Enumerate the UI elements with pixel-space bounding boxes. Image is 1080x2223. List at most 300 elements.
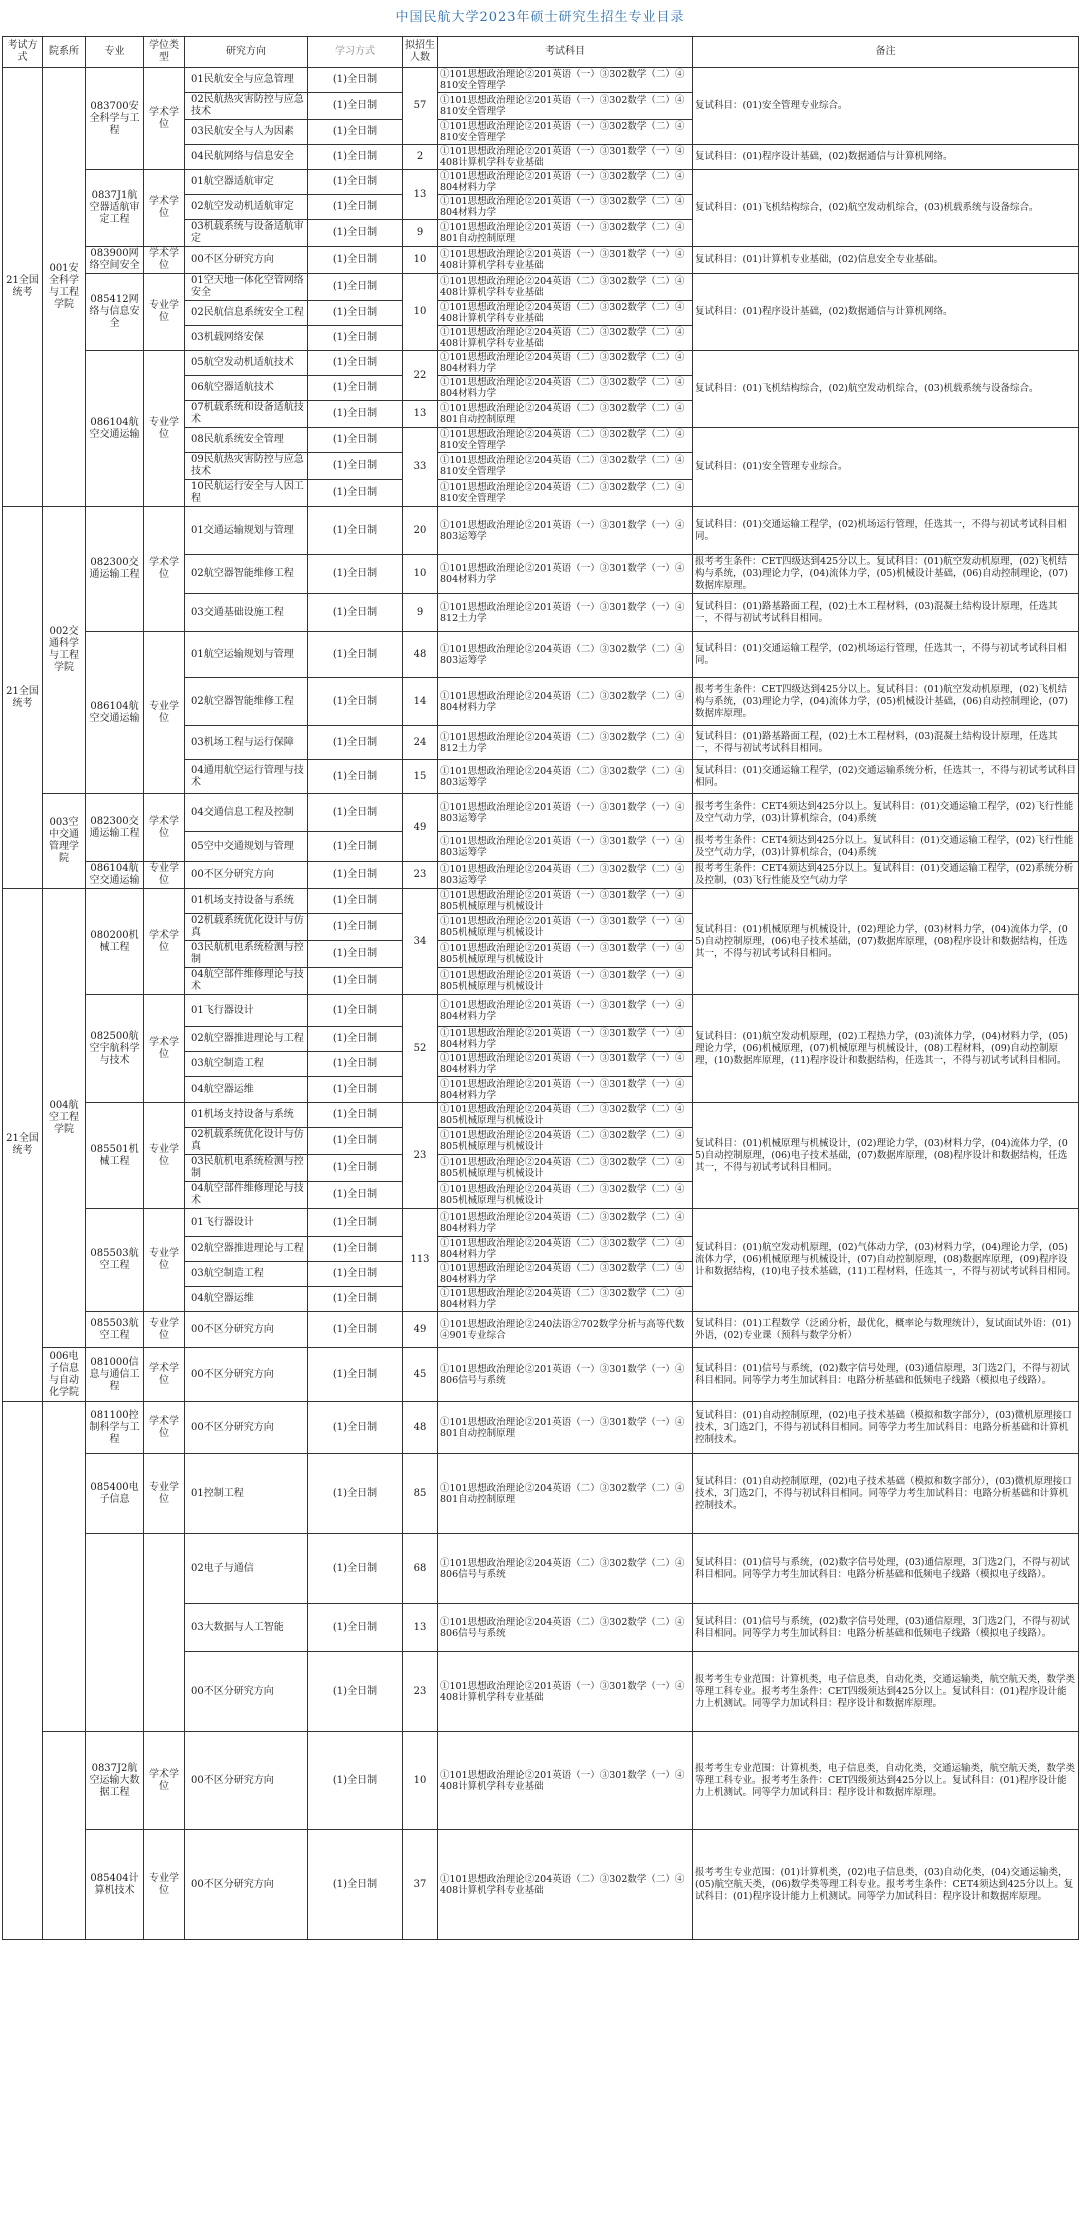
study-mode-cell: (1)全日制 (308, 247, 403, 274)
research-direction-cell: 06航空器适航技术 (185, 376, 308, 401)
enrollment-cell: 14 (403, 678, 438, 726)
study-mode-cell: (1)全日制 (308, 326, 403, 351)
study-mode-cell: (1)全日制 (308, 862, 403, 889)
remarks-cell: 复试科目：(01)信号与系统，(02)数字信号处理，(03)通信原理，3门选2门，不得与初试科目相同。同等学力考生加试科目：电路分析基础和低频电子线路（模拟电子线路）。 (693, 1534, 1079, 1604)
exam-subjects-cell: ①101思想政治理论②201英语（一）③301数学（一）④408计算机学科专业基础 (438, 247, 693, 274)
department-cell (43, 1402, 86, 1732)
department-cell: 002交通科学与工程学院 (43, 507, 86, 794)
exam-subjects-cell: ①101思想政治理论②204英语（二）③302数学（二）④803运筹学 (438, 760, 693, 794)
department-cell: 004航空工程学院 (43, 889, 86, 1348)
header-department: 院系所 (43, 37, 86, 68)
research-direction-cell: 01民航安全与应急管理 (185, 68, 308, 93)
research-direction-cell: 04民航网络与信息安全 (185, 145, 308, 170)
research-direction-cell: 02机载系统优化设计与仿真 (185, 1128, 308, 1155)
header-remarks: 备注 (693, 37, 1079, 68)
exam-subjects-cell: ①101思想政治理论②201英语（一）③302数学（二）④804材料力学 (438, 195, 693, 220)
exam-subjects-cell: ①101思想政治理论②201英语（一）③301数学（一）④804材料力学 (438, 995, 693, 1027)
major-cell: 081100控制科学与工程 (86, 1402, 144, 1454)
research-direction-cell: 07机载系统和设备适航技术 (185, 401, 308, 428)
remarks-cell: 复试科目：(01)信号与系统，(02)数字信号处理，(03)通信原理，3门选2门，不得与初试科目相同。同等学力考生加试科目：电路分析基础和低频电子线路（模拟电子线路）。 (693, 1604, 1079, 1652)
exam-subjects-cell: ①101思想政治理论②201英语（一）③301数学（一）④801自动控制原理 (438, 1402, 693, 1454)
research-direction-cell: 00不区分研究方向 (185, 1402, 308, 1454)
study-mode-cell: (1)全日制 (308, 760, 403, 794)
research-direction-cell: 00不区分研究方向 (185, 247, 308, 274)
remarks-cell: 复试科目：(01)自动控制原理，(02)电子技术基础（模拟和数字部分），(03)微机原理接口技术，3门选2门，不得与初试科目相同。同等学力考生加试科目：电路分析基础和计算机控制技术。 (693, 1402, 1079, 1454)
research-direction-cell: 01飞行器设计 (185, 1209, 308, 1237)
major-cell: 081000信息与通信工程 (86, 1348, 144, 1402)
exam-subjects-cell: ①101思想政治理论②204英语（二）③302数学（二）④812土力学 (438, 726, 693, 760)
research-direction-cell: 01机场支持设备与系统 (185, 1103, 308, 1128)
study-mode-cell: (1)全日制 (308, 401, 403, 428)
enrollment-cell: 113 (403, 1209, 438, 1312)
remarks-cell: 报考考生专业范围：(01)计算机类，(02)电子信息类，(03)自动化类，(04)交通运输类，(05)航空航天类，(06)数学类等理工科专业。报考考生条件：CET4须达到425分以上。复试科目：(01)程序设计能力上机测试。同等学力加试科目：程序设计和数据库原理。 (693, 1830, 1079, 1940)
table-row (3, 351, 1079, 376)
research-direction-cell: 03民航机电系统检测与控制 (185, 941, 308, 968)
exam-subjects-cell: ①101思想政治理论②201英语（一）③301数学（一）④805机械原理与机械设计 (438, 914, 693, 941)
research-direction-cell: 03机载系统与设备适航审定 (185, 220, 308, 247)
study-mode-cell: (1)全日制 (308, 1077, 403, 1103)
research-direction-cell: 04航空器运维 (185, 1287, 308, 1312)
study-mode-cell: (1)全日制 (308, 220, 403, 247)
exam-subjects-cell: ①101思想政治理论②201英语（一）③301数学（一）④804材料力学 (438, 555, 693, 594)
research-direction-cell: 01空天地一体化空管网络安全 (185, 274, 308, 301)
study-mode-cell: (1)全日制 (308, 93, 403, 120)
research-direction-cell: 03民航安全与人为因素 (185, 120, 308, 145)
exam-subjects-cell: ①101思想政治理论②201英语（一）③301数学（一）④806信号与系统 (438, 1348, 693, 1402)
enrollment-cell: 37 (403, 1830, 438, 1940)
study-mode-cell: (1)全日制 (308, 351, 403, 376)
exam-subjects-cell: ①101思想政治理论②204英语（二）③302数学（二）④804材料力学 (438, 1262, 693, 1287)
degree-type-cell: 学术学位 (144, 1732, 185, 1830)
exam-subjects-cell: ①101思想政治理论②201英语（一）③302数学（二）④810安全管理学 (438, 93, 693, 120)
remarks-cell: 复试科目：(01)交通运输工程学，(02)机场运行管理，任选其一，不得与初试考试科目相同。 (693, 507, 1079, 555)
study-mode-cell: (1)全日制 (308, 1052, 403, 1077)
major-cell: 083700安全科学与工程 (86, 68, 144, 170)
exam-subjects-cell: ①101思想政治理论②240法语②702数学分析与高等代数④901专业综合 (438, 1312, 693, 1348)
major-cell: 086104航空交通运输 (86, 632, 144, 794)
enrollment-cell: 13 (403, 170, 438, 220)
study-mode-cell: (1)全日制 (308, 914, 403, 941)
exam-subjects-cell: ①101思想政治理论②204英语（二）③302数学（二）④805机械原理与机械设计 (438, 1103, 693, 1128)
degree-type-cell (144, 1534, 185, 1732)
research-direction-cell: 02航空器智能维修工程 (185, 678, 308, 726)
enrollment-cell: 85 (403, 1454, 438, 1534)
table-row (3, 247, 1079, 274)
enrollment-cell: 22 (403, 351, 438, 401)
research-direction-cell: 01交通运输规划与管理 (185, 507, 308, 555)
header-row (3, 37, 1079, 68)
study-mode-cell: (1)全日制 (308, 1103, 403, 1128)
remarks-cell: 报考考生条件：CET四级达到425分以上。复试科目：(01)航空发动机原理，(02)飞机结构与系统，(03)理论力学，(04)流体力学，(05)机械设计基础，(06)自动控制理论，(07)数据库原理。 (693, 678, 1079, 726)
table-row (3, 889, 1079, 914)
enrollment-cell: 57 (403, 68, 438, 145)
study-mode-cell: (1)全日制 (308, 376, 403, 401)
remarks-cell: 复试科目：(01)机械原理与机械设计，(02)理论力学，(03)材料力学，(04)流体力学，(05)自动控制原理，(06)电子技术基础，(07)数据库原理，(08)程序设计和数据结构，任选其一，不得与初试考试科目相同。 (693, 1103, 1079, 1209)
major-cell: 082300交通运输工程 (86, 794, 144, 862)
degree-type-cell: 专业学位 (144, 1312, 185, 1348)
remarks-cell: 复试科目：(01)交通运输工程学，(02)机场运行管理，任选其一，不得与初试考试科目相同。 (693, 632, 1079, 678)
exam-subjects-cell: ①101思想政治理论②204英语（二）③302数学（二）④804材料力学 (438, 351, 693, 376)
major-cell: 085400电子信息 (86, 1454, 144, 1534)
remarks-cell: 复试科目：(01)安全管理专业综合。 (693, 68, 1079, 145)
major-cell: 085503航空工程 (86, 1209, 144, 1312)
degree-type-cell: 学术学位 (144, 507, 185, 632)
degree-type-cell: 学术学位 (144, 247, 185, 274)
degree-type-cell: 学术学位 (144, 889, 185, 995)
research-direction-cell: 03航空制造工程 (185, 1262, 308, 1287)
research-direction-cell: 00不区分研究方向 (185, 1312, 308, 1348)
enrollment-cell: 49 (403, 794, 438, 862)
degree-type-cell: 专业学位 (144, 1209, 185, 1312)
header-study-mode: 学习方式 (308, 37, 403, 68)
enrollment-cell: 10 (403, 274, 438, 351)
study-mode-cell: (1)全日制 (308, 995, 403, 1027)
research-direction-cell: 00不区分研究方向 (185, 1830, 308, 1940)
research-direction-cell: 03交通基础设施工程 (185, 594, 308, 632)
study-mode-cell: (1)全日制 (308, 507, 403, 555)
table-row (3, 274, 1079, 301)
enrollment-cell: 68 (403, 1534, 438, 1604)
exam-subjects-cell: ①101思想政治理论②204英语（二）③302数学（二）④803运筹学 (438, 862, 693, 889)
research-direction-cell: 10民航运行安全与人因工程 (185, 480, 308, 507)
enrollment-cell: 49 (403, 1312, 438, 1348)
research-direction-cell: 00不区分研究方向 (185, 1652, 308, 1732)
degree-type-cell: 专业学位 (144, 1454, 185, 1534)
research-direction-cell: 00不区分研究方向 (185, 1732, 308, 1830)
remarks-cell: 复试科目：(01)程序设计基础，(02)数据通信与计算机网络。 (693, 145, 1079, 170)
exam-subjects-cell: ①101思想政治理论②204英语（二）③302数学（二）④810安全管理学 (438, 480, 693, 507)
exam-subjects-cell: ①101思想政治理论②201英语（一）③301数学（一）④805机械原理与机械设计 (438, 968, 693, 995)
remarks-cell: 复试科目：(01)飞机结构综合，(02)航空发动机综合，(03)机载系统与设备综合。 (693, 170, 1079, 247)
remarks-cell: 报考考生专业范围：计算机类，电子信息类，自动化类，交通运输类，航空航天类，数学类等理工科专业。报考考生条件：CET四级须达到425分以上。复试科目：(01)程序设计能力上机测试。同等学力加试科目：程序设计和数据库原理。 (693, 1652, 1079, 1732)
study-mode-cell: (1)全日制 (308, 1454, 403, 1534)
research-direction-cell: 03机载网络安保 (185, 326, 308, 351)
exam-subjects-cell: ①101思想政治理论②201英语（一）③301数学（一）④803运筹学 (438, 794, 693, 832)
exam-subjects-cell: ①101思想政治理论②201英语（一）③301数学（一）④803运筹学 (438, 832, 693, 862)
degree-type-cell: 专业学位 (144, 632, 185, 794)
remarks-cell: 复试科目：(01)路基路面工程，(02)土木工程材料，(03)混凝土结构设计原理，任选其一，不得与初试考试科目相同。 (693, 726, 1079, 760)
major-cell: 085501机械工程 (86, 1103, 144, 1209)
enrollment-cell: 52 (403, 995, 438, 1103)
exam-subjects-cell: ①101思想政治理论②201英语（一）③302数学（二）④801自动控制原理 (438, 220, 693, 247)
study-mode-cell: (1)全日制 (308, 274, 403, 301)
research-direction-cell: 03航空制造工程 (185, 1052, 308, 1077)
table-row (3, 1312, 1079, 1348)
remarks-cell: 复试科目：(01)航空发动机原理，(02)工程热力学，(03)流体力学，(04)材料力学，(05)理论力学，(06)机械原理，(07)机械原理与机械设计，(08)工程材料，(09)自动控制原理，(10)数据库原理，(11)程序设计和数据结构，任选其一，不得与初试考试科目相同。 (693, 995, 1079, 1103)
research-direction-cell: 01机场支持设备与系统 (185, 889, 308, 914)
major-cell: 086104航空交通运输 (86, 862, 144, 889)
study-mode-cell: (1)全日制 (308, 145, 403, 170)
enrollment-cell: 15 (403, 760, 438, 794)
study-mode-cell: (1)全日制 (308, 68, 403, 93)
exam-subjects-cell: ①101思想政治理论②204英语（二）③302数学（二）④810安全管理学 (438, 428, 693, 453)
exam-subjects-cell: ①101思想政治理论②204英语（二）③302数学（二）④801自动控制原理 (438, 401, 693, 428)
exam-subjects-cell: ①101思想政治理论②204英语（二）③302数学（二）④804材料力学 (438, 678, 693, 726)
study-mode-cell: (1)全日制 (308, 726, 403, 760)
study-mode-cell: (1)全日制 (308, 1732, 403, 1830)
study-mode-cell: (1)全日制 (308, 1155, 403, 1182)
exam-subjects-cell: ①101思想政治理论②204英语（二）③302数学（二）④801自动控制原理 (438, 1454, 693, 1534)
remarks-cell: 复试科目：(01)计算机专业基础，(02)信息安全专业基础。 (693, 247, 1079, 274)
research-direction-cell: 02航空器智能维修工程 (185, 555, 308, 594)
header-major: 专业 (86, 37, 144, 68)
enrollment-cell: 20 (403, 507, 438, 555)
exam-subjects-cell: ①101思想政治理论②201英语（一）③301数学（一）④805机械原理与机械设计 (438, 941, 693, 968)
study-mode-cell: (1)全日制 (308, 794, 403, 832)
remarks-cell: 报考考生条件：CET4须达到425分以上。复试科目：(01)交通运输工程学，(02)飞行性能及空气动力学，(03)计算机综合，(04)系统 (693, 832, 1079, 862)
research-direction-cell: 01飞行器设计 (185, 995, 308, 1027)
enrollment-cell: 33 (403, 428, 438, 507)
header-degree-type: 学位类型 (144, 37, 185, 68)
major-cell: 0837J1航空器适航审定工程 (86, 170, 144, 247)
study-mode-cell: (1)全日制 (308, 1348, 403, 1402)
admissions-catalog-table (2, 36, 1079, 1940)
research-direction-cell: 05空中交通规划与管理 (185, 832, 308, 862)
major-cell: 082300交通运输工程 (86, 507, 144, 632)
enrollment-cell: 24 (403, 726, 438, 760)
header-exam-mode: 考试方式 (3, 37, 43, 68)
research-direction-cell: 02航空器推进理论与工程 (185, 1027, 308, 1052)
exam-subjects-cell: ①101思想政治理论②201英语（一）③301数学（一）④408计算机学科专业基础 (438, 145, 693, 170)
remarks-cell: 复试科目：(01)交通运输工程学，(02)交通运输系统分析，任选其一，不得与初试考试科目相同。 (693, 760, 1079, 794)
exam-subjects-cell: ①101思想政治理论②204英语（二）③302数学（二）④804材料力学 (438, 376, 693, 401)
department-cell: 006电子信息与自动化学院 (43, 1348, 86, 1402)
research-direction-cell: 05航空发动机适航技术 (185, 351, 308, 376)
research-direction-cell: 04交通信息工程及控制 (185, 794, 308, 832)
enrollment-cell: 23 (403, 1103, 438, 1209)
exam-subjects-cell: ①101思想政治理论②204英语（二）③302数学（二）④805机械原理与机械设计 (438, 1155, 693, 1182)
research-direction-cell: 04航空器运维 (185, 1077, 308, 1103)
remarks-cell: 报考考生条件：CET4须达到425分以上。复试科目：(01)交通运输工程学，(02)飞行性能及空气动力学，(03)计算机综合，(04)系统 (693, 794, 1079, 832)
exam-subjects-cell: ①101思想政治理论②204英语（二）③302数学（二）④804材料力学 (438, 1287, 693, 1312)
table-row (3, 995, 1079, 1027)
exam-subjects-cell: ①101思想政治理论②201英语（一）③301数学（一）④804材料力学 (438, 1052, 693, 1077)
study-mode-cell: (1)全日制 (308, 1534, 403, 1604)
remarks-cell: 复试科目：(01)飞机结构综合，(02)航空发动机综合，(03)机载系统与设备综合。 (693, 351, 1079, 428)
research-direction-cell: 09民航热灾害防控与应急技术 (185, 453, 308, 480)
study-mode-cell: (1)全日制 (308, 832, 403, 862)
remarks-cell: 复试科目：(01)航空发动机原理，(02)气体动力学，(03)材料力学，(04)理论力学，(05)流体力学，(06)机械原理与机械设计，(07)自动控制原理，(08)数据库原理，(09)程序设计和数据结构，(10)电子技术基础，(11)工程材料，任选其一，不得与初试考试科目相同。 (693, 1209, 1079, 1312)
table-row (3, 1830, 1079, 1940)
study-mode-cell: (1)全日制 (308, 1604, 403, 1652)
exam-subjects-cell: ①101思想政治理论②204英语（二）③302数学（二）④803运筹学 (438, 632, 693, 678)
table-row (3, 1534, 1079, 1604)
table-row (3, 507, 1079, 555)
major-cell: 0837J2航空运输大数据工程 (86, 1732, 144, 1830)
document-title: 中国民航大学2023年硕士研究生招生专业目录 (395, 10, 685, 25)
enrollment-cell: 23 (403, 1652, 438, 1732)
enrollment-cell: 10 (403, 247, 438, 274)
study-mode-cell: (1)全日制 (308, 1209, 403, 1237)
degree-type-cell: 专业学位 (144, 1103, 185, 1209)
exam-subjects-cell: ①101思想政治理论②201英语（一）③301数学（一）④804材料力学 (438, 1077, 693, 1103)
study-mode-cell: (1)全日制 (308, 1182, 403, 1209)
study-mode-cell: (1)全日制 (308, 1652, 403, 1732)
department-cell (43, 1732, 86, 1940)
remarks-cell: 复试科目：(01)程序设计基础，(02)数据通信与计算机网络。 (693, 274, 1079, 351)
exam-mode-cell: 21全国统考 (3, 68, 43, 507)
enrollment-cell: 9 (403, 220, 438, 247)
exam-subjects-cell: ①101思想政治理论②204英语（二）③302数学（二）④408计算机学科专业基础 (438, 274, 693, 301)
exam-subjects-cell: ①101思想政治理论②201英语（一）③301数学（一）④804材料力学 (438, 1027, 693, 1052)
table-row (3, 632, 1079, 678)
research-direction-cell: 04航空部件维修理论与技术 (185, 968, 308, 995)
department-cell: 003空中交通管理学院 (43, 794, 86, 889)
remarks-cell: 报考考生专业范围：计算机类，电子信息类，自动化类，交通运输类，航空航天类，数学类等理工科专业。报考考生条件：CET四级须达到425分以上。复试科目：(01)程序设计能力上机测试。同等学力加试科目：程序设计和数据库原理。 (693, 1732, 1079, 1830)
study-mode-cell: (1)全日制 (308, 1402, 403, 1454)
remarks-cell: 报考考生条件：CET4须达到425分以上。复试科目：(01)交通运输工程学，(02)系统分析及控制，(03)飞行性能及空气动力学 (693, 862, 1079, 889)
table-row (3, 1454, 1079, 1534)
study-mode-cell: (1)全日制 (308, 301, 403, 326)
exam-subjects-cell: ①101思想政治理论②201英语（一）③302数学（二）④810安全管理学 (438, 68, 693, 93)
exam-subjects-cell: ①101思想政治理论②204英语（二）③302数学（二）④805机械原理与机械设计 (438, 1128, 693, 1155)
study-mode-cell: (1)全日制 (308, 1262, 403, 1287)
exam-subjects-cell: ①101思想政治理论②201英语（一）③301数学（一）④812土力学 (438, 594, 693, 632)
major-cell: 086104航空交通运输 (86, 351, 144, 507)
exam-subjects-cell: ①101思想政治理论②204英语（二）③302数学（二）④805机械原理与机械设计 (438, 1182, 693, 1209)
major-cell: 085404计算机技术 (86, 1830, 144, 1940)
major-cell: 085503航空工程 (86, 1312, 144, 1348)
research-direction-cell: 02民航信息系统安全工程 (185, 301, 308, 326)
enrollment-cell: 9 (403, 594, 438, 632)
study-mode-cell: (1)全日制 (308, 120, 403, 145)
table-row (3, 794, 1079, 832)
research-direction-cell: 02航空器推进理论与工程 (185, 1237, 308, 1262)
degree-type-cell: 专业学位 (144, 351, 185, 507)
degree-type-cell: 学术学位 (144, 1348, 185, 1402)
study-mode-cell: (1)全日制 (308, 428, 403, 453)
exam-subjects-cell: ①101思想政治理论②201英语（一）③301数学（一）④805机械原理与机械设计 (438, 889, 693, 914)
research-direction-cell: 04通用航空运行管理与技术 (185, 760, 308, 794)
study-mode-cell: (1)全日制 (308, 555, 403, 594)
study-mode-cell: (1)全日制 (308, 195, 403, 220)
study-mode-cell: (1)全日制 (308, 480, 403, 507)
enrollment-cell: 34 (403, 889, 438, 995)
study-mode-cell: (1)全日制 (308, 1287, 403, 1312)
study-mode-cell: (1)全日制 (308, 453, 403, 480)
exam-subjects-cell: ①101思想政治理论②204英语（二）③302数学（二）④408计算机学科专业基础 (438, 1830, 693, 1940)
table-row (3, 170, 1079, 195)
major-cell: 082500航空宇航科学与技术 (86, 995, 144, 1103)
remarks-cell: 报考考生条件：CET四级达到425分以上。复试科目：(01)航空发动机原理，(02)飞机结构与系统，(03)理论力学，(04)流体力学，(05)机械设计基础，(06)自动控制理论，(07)数据库原理。 (693, 555, 1079, 594)
study-mode-cell: (1)全日制 (308, 1830, 403, 1940)
study-mode-cell: (1)全日制 (308, 1312, 403, 1348)
major-cell: 085412网络与信息安全 (86, 274, 144, 351)
remarks-cell: 复试科目：(01)安全管理专业综合。 (693, 428, 1079, 507)
study-mode-cell: (1)全日制 (308, 170, 403, 195)
table-row (3, 862, 1079, 889)
research-direction-cell: 04航空部件维修理论与技术 (185, 1182, 308, 1209)
enrollment-cell: 45 (403, 1348, 438, 1402)
enrollment-cell: 13 (403, 401, 438, 428)
table-row (3, 68, 1079, 93)
table-row (3, 1732, 1079, 1830)
research-direction-cell: 00不区分研究方向 (185, 1348, 308, 1402)
research-direction-cell: 02机载系统优化设计与仿真 (185, 914, 308, 941)
exam-subjects-cell: ①101思想政治理论②204英语（二）③302数学（二）④408计算机学科专业基础 (438, 326, 693, 351)
exam-subjects-cell: ①101思想政治理论②201英语（一）③301数学（一）④408计算机学科专业基础 (438, 1732, 693, 1830)
header-research-direction: 研究方向 (185, 37, 308, 68)
remarks-cell: 复试科目：(01)信号与系统，(02)数字信号处理，(03)通信原理，3门选2门，不得与初试科目相同。同等学力考生加试科目：电路分析基础和低频电子线路（模拟电子线路）。 (693, 1348, 1079, 1402)
exam-subjects-cell: ①101思想政治理论②201英语（一）③302数学（二）④810安全管理学 (438, 120, 693, 145)
research-direction-cell: 08民航系统安全管理 (185, 428, 308, 453)
degree-type-cell: 学术学位 (144, 995, 185, 1103)
table-row (3, 1402, 1079, 1454)
enrollment-cell: 23 (403, 862, 438, 889)
exam-mode-cell: 21全国统考 (3, 889, 43, 1402)
study-mode-cell: (1)全日制 (308, 594, 403, 632)
study-mode-cell: (1)全日制 (308, 1027, 403, 1052)
degree-type-cell: 专业学位 (144, 1830, 185, 1940)
major-cell: 083900网络空间安全 (86, 247, 144, 274)
research-direction-cell: 02电子与通信 (185, 1534, 308, 1604)
degree-type-cell: 学术学位 (144, 1402, 185, 1454)
remarks-cell: 复试科目：(01)自动控制原理，(02)电子技术基础（模拟和数字部分），(03)微机原理接口技术，3门选2门，不得与初试科目相同。同等学力考生加试科目：电路分析基础和计算机控制技术。 (693, 1454, 1079, 1534)
exam-subjects-cell: ①101思想政治理论②201英语（一）③301数学（一）④408计算机学科专业基础 (438, 1652, 693, 1732)
remarks-cell: 复试科目：(01)机械原理与机械设计，(02)理论力学，(03)材料力学，(04)流体力学，(05)自动控制原理，(06)电子技术基础，(07)数据库原理，(08)程序设计和数据结构，任选其一，不得与初试考试科目相同。 (693, 889, 1079, 995)
table-row (3, 1209, 1079, 1237)
remarks-cell: 复试科目：(01)工程数学（泛函分析，最优化，概率论与数理统计），复试面试外语：(01)外语，(02)专业课（预科与数学分析） (693, 1312, 1079, 1348)
degree-type-cell: 专业学位 (144, 862, 185, 889)
degree-type-cell: 专业学位 (144, 274, 185, 351)
header-exam-subjects: 考试科目 (438, 37, 693, 68)
degree-type-cell: 学术学位 (144, 170, 185, 247)
enrollment-cell: 10 (403, 1732, 438, 1830)
exam-subjects-cell: ①101思想政治理论②201英语（一）③302数学（二）④804材料力学 (438, 170, 693, 195)
research-direction-cell: 02航空发动机适航审定 (185, 195, 308, 220)
research-direction-cell: 03民航机电系统检测与控制 (185, 1155, 308, 1182)
exam-mode-cell (3, 1402, 43, 1940)
enrollment-cell: 2 (403, 145, 438, 170)
research-direction-cell: 01控制工程 (185, 1454, 308, 1534)
enrollment-cell: 10 (403, 555, 438, 594)
enrollment-cell: 13 (403, 1604, 438, 1652)
exam-subjects-cell: ①101思想政治理论②204英语（二）③302数学（二）④804材料力学 (438, 1209, 693, 1237)
research-direction-cell: 01航空运输规划与管理 (185, 632, 308, 678)
major-cell: 080200机械工程 (86, 889, 144, 995)
study-mode-cell: (1)全日制 (308, 1128, 403, 1155)
study-mode-cell: (1)全日制 (308, 678, 403, 726)
study-mode-cell: (1)全日制 (308, 632, 403, 678)
study-mode-cell: (1)全日制 (308, 941, 403, 968)
research-direction-cell: 03大数据与人工智能 (185, 1604, 308, 1652)
research-direction-cell: 00不区分研究方向 (185, 862, 308, 889)
research-direction-cell: 02民航热灾害防控与应急技术 (185, 93, 308, 120)
degree-type-cell: 学术学位 (144, 794, 185, 862)
remarks-cell: 复试科目：(01)路基路面工程，(02)土木工程材料，(03)混凝土结构设计原理，任选其一，不得与初试考试科目相同。 (693, 594, 1079, 632)
department-cell: 001安全科学与工程学院 (43, 68, 86, 507)
study-mode-cell: (1)全日制 (308, 968, 403, 995)
table-row (3, 1103, 1079, 1128)
table-row (3, 1348, 1079, 1402)
study-mode-cell: (1)全日制 (308, 889, 403, 914)
exam-subjects-cell: ①101思想政治理论②204英语（二）③302数学（二）④806信号与系统 (438, 1604, 693, 1652)
enrollment-cell: 48 (403, 632, 438, 678)
exam-subjects-cell: ①101思想政治理论②204英语（二）③302数学（二）④806信号与系统 (438, 1534, 693, 1604)
degree-type-cell: 学术学位 (144, 68, 185, 170)
exam-mode-cell: 21全国统考 (3, 507, 43, 889)
enrollment-cell: 48 (403, 1402, 438, 1454)
study-mode-cell: (1)全日制 (308, 1237, 403, 1262)
exam-subjects-cell: ①101思想政治理论②201英语（一）③301数学（一）④803运筹学 (438, 507, 693, 555)
exam-subjects-cell: ①101思想政治理论②204英语（二）③302数学（二）④804材料力学 (438, 1237, 693, 1262)
research-direction-cell: 01航空器适航审定 (185, 170, 308, 195)
research-direction-cell: 03机场工程与运行保障 (185, 726, 308, 760)
major-cell (86, 1534, 144, 1732)
header-enrollment: 拟招生人数 (403, 37, 438, 68)
exam-subjects-cell: ①101思想政治理论②204英语（二）③302数学（二）④810安全管理学 (438, 453, 693, 480)
exam-subjects-cell: ①101思想政治理论②204英语（二）③302数学（二）④408计算机学科专业基础 (438, 301, 693, 326)
